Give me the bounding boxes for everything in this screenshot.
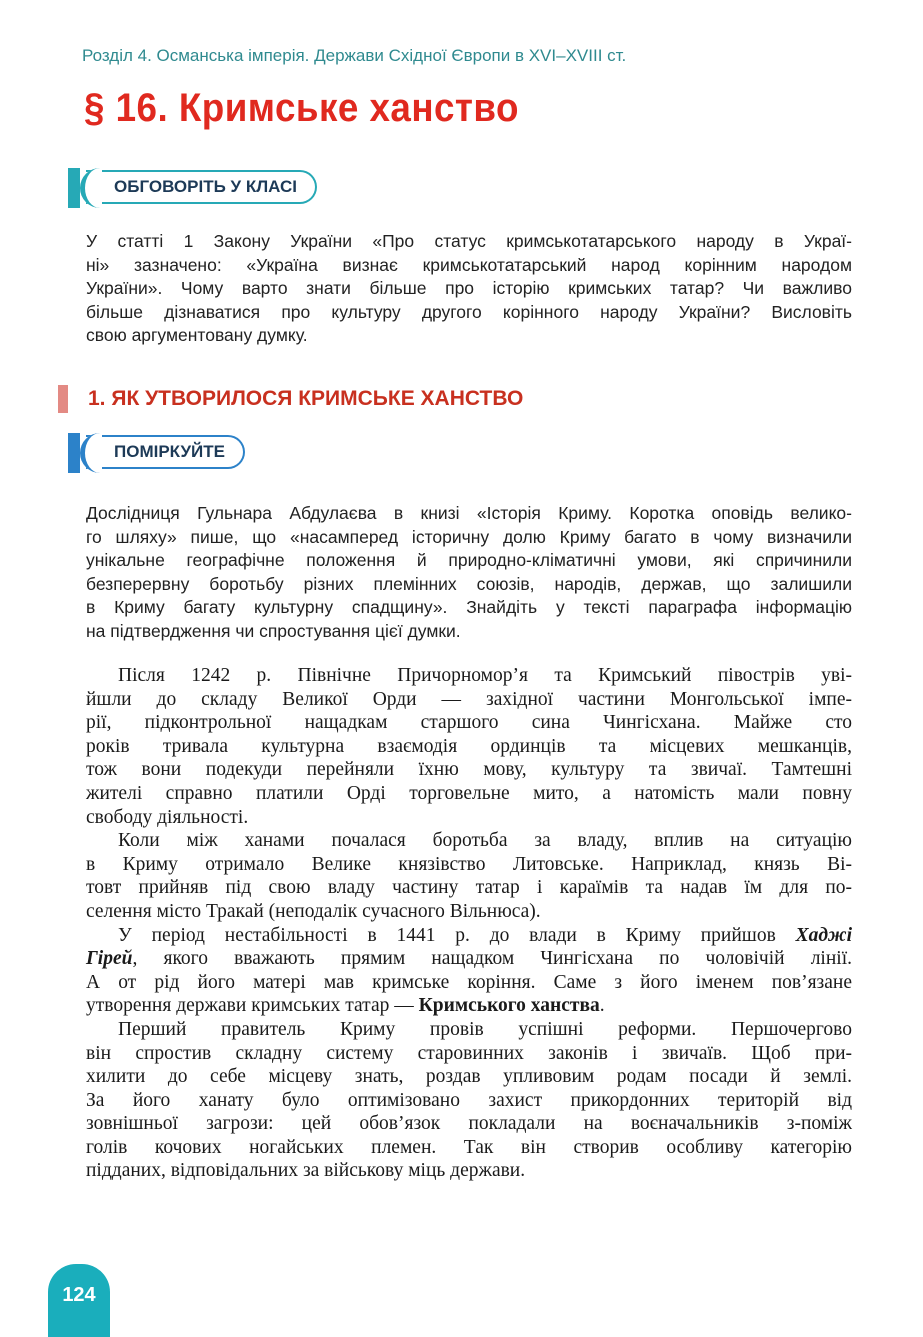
page-number: 124 — [48, 1264, 110, 1337]
body-line: селення місто Тракай (неподалік сучасного Вільнюса). — [86, 900, 541, 922]
person-name: Гірей — [86, 948, 133, 970]
body-line: тож вони подекуди перейняли їхню мову, культуру та звичаї. Тамтешні — [86, 759, 852, 781]
text-line: го шляху» пише, що «насамперед історичну долю Криму багато в чому визначили — [86, 526, 852, 547]
text-line: на підтвердження чи спростування цієї думки. — [86, 620, 461, 641]
section-heading — [58, 384, 858, 414]
body-line: За його ханату було оптимізовано захист прикордонних територій від — [86, 1089, 852, 1111]
body-text — [86, 664, 852, 1183]
body-line: хилити до себе місцеву знать, роздав упливовим родам посади й землі. — [86, 1066, 852, 1088]
body-line: свободу діяльності. — [86, 806, 249, 828]
text-line: більше дізнаватися про культуру другого корінного народу України? Висловіть — [86, 301, 852, 322]
text-line: ні» зазначено: «Україна визнає кримськотатарський народ корінним народом — [86, 254, 852, 275]
badge-notch — [80, 433, 102, 473]
body-line: він спростив складну систему старовинних законів і звичаїв. Щоб при- — [86, 1042, 852, 1064]
section-marker — [58, 385, 68, 413]
body-line: Перший правитель Криму провів успішні реформи. Першочергово — [118, 1018, 852, 1040]
body-line: Після 1242 р. Північне Причорномор’я та Кримський півострів уві- — [118, 665, 852, 686]
discuss-label: ОБГОВОРІТЬ У КЛАСІ — [86, 170, 317, 204]
think-text — [86, 502, 852, 643]
text-line: в Криму багату культурну спадщину». Знайдіть у тексті параграфа інформацію — [86, 597, 852, 617]
page-title: § 16. Кримське ханство — [84, 86, 519, 130]
body-line — [86, 994, 852, 1018]
text-line: Дослідниця Гульнара Абдулаєва в книзі «Історія Криму. Коротка оповідь велико- — [86, 503, 852, 523]
think-badge — [68, 433, 272, 473]
body-line: А от рід його матері мав кримське коріння. Саме з його іменем пов’язане — [86, 971, 852, 993]
badge-bar — [68, 168, 80, 208]
badge-notch — [80, 168, 102, 208]
body-fragment: , якого вважають прямим нащадком Чингісхана по чоловічій лінії. — [132, 948, 852, 970]
text-line: унікальне географічне положення й природно-кліматичні умови, які спричинили — [86, 550, 852, 570]
think-label: ПОМІРКУЙТЕ — [86, 435, 245, 469]
text-line: України». Чому варто знати більше про історію кримських татар? Чи важливо — [86, 278, 852, 298]
body-line — [86, 924, 852, 948]
key-term: Кримського ханства — [418, 995, 600, 1017]
body-line — [86, 947, 852, 971]
discuss-text — [86, 230, 852, 348]
body-fragment: . — [599, 995, 605, 1017]
body-line: товт прийняв під свою владу частину татар і караїмів та надав їм для по- — [86, 877, 852, 899]
person-name: Хаджі — [795, 924, 852, 946]
discuss-badge — [68, 168, 358, 208]
running-head: Розділ 4. Османська імперія. Держави Східної Європи в XVI–XVIII ст. — [82, 46, 627, 65]
body-line: років тривала культурна взаємодія ординців та місцевих мешканців, — [86, 735, 852, 757]
badge-bar — [68, 433, 80, 473]
text-line: свою аргументовану думку. — [86, 325, 308, 345]
body-line: йшли до складу Великої Орди — західної частини Монгольської імпе- — [86, 688, 852, 710]
body-line: зовнішньої загрози: цей обов’язок покладали на воєначальників з-поміж — [86, 1113, 852, 1135]
body-line: рії, підконтрольної нащадкам старшого сина Чингісхана. Майже сто — [86, 712, 852, 734]
text-line: У статті 1 Закону України «Про статус кримськотатарського народу в Украї- — [86, 231, 852, 251]
body-fragment: утворення держави кримських татар — — [86, 995, 419, 1017]
body-line: жителі справно платили Орді торговельне мито, а натомість мали повну — [86, 782, 852, 804]
body-line: в Криму отримало Велике князівство Литовське. Наприклад, князь Ві- — [86, 853, 852, 875]
body-line: голів кочових ногайських племен. Так він створив особливу категорію — [86, 1136, 852, 1158]
section-heading-text: 1. ЯК УТВОРИЛОСЯ КРИМСЬКЕ ХАНСТВО — [88, 387, 524, 410]
body-fragment: У період нестабільності в 1441 р. до влади в Криму прийшов — [118, 924, 796, 946]
body-line: Коли між ханами почалася боротьба за владу, вплив на ситуацію — [118, 830, 852, 852]
body-line: підданих, відповідальних за військову міць держави. — [86, 1160, 526, 1182]
text-line: безперервну боротьбу різних племінних союзів, народів, держав, що залишили — [86, 573, 852, 594]
